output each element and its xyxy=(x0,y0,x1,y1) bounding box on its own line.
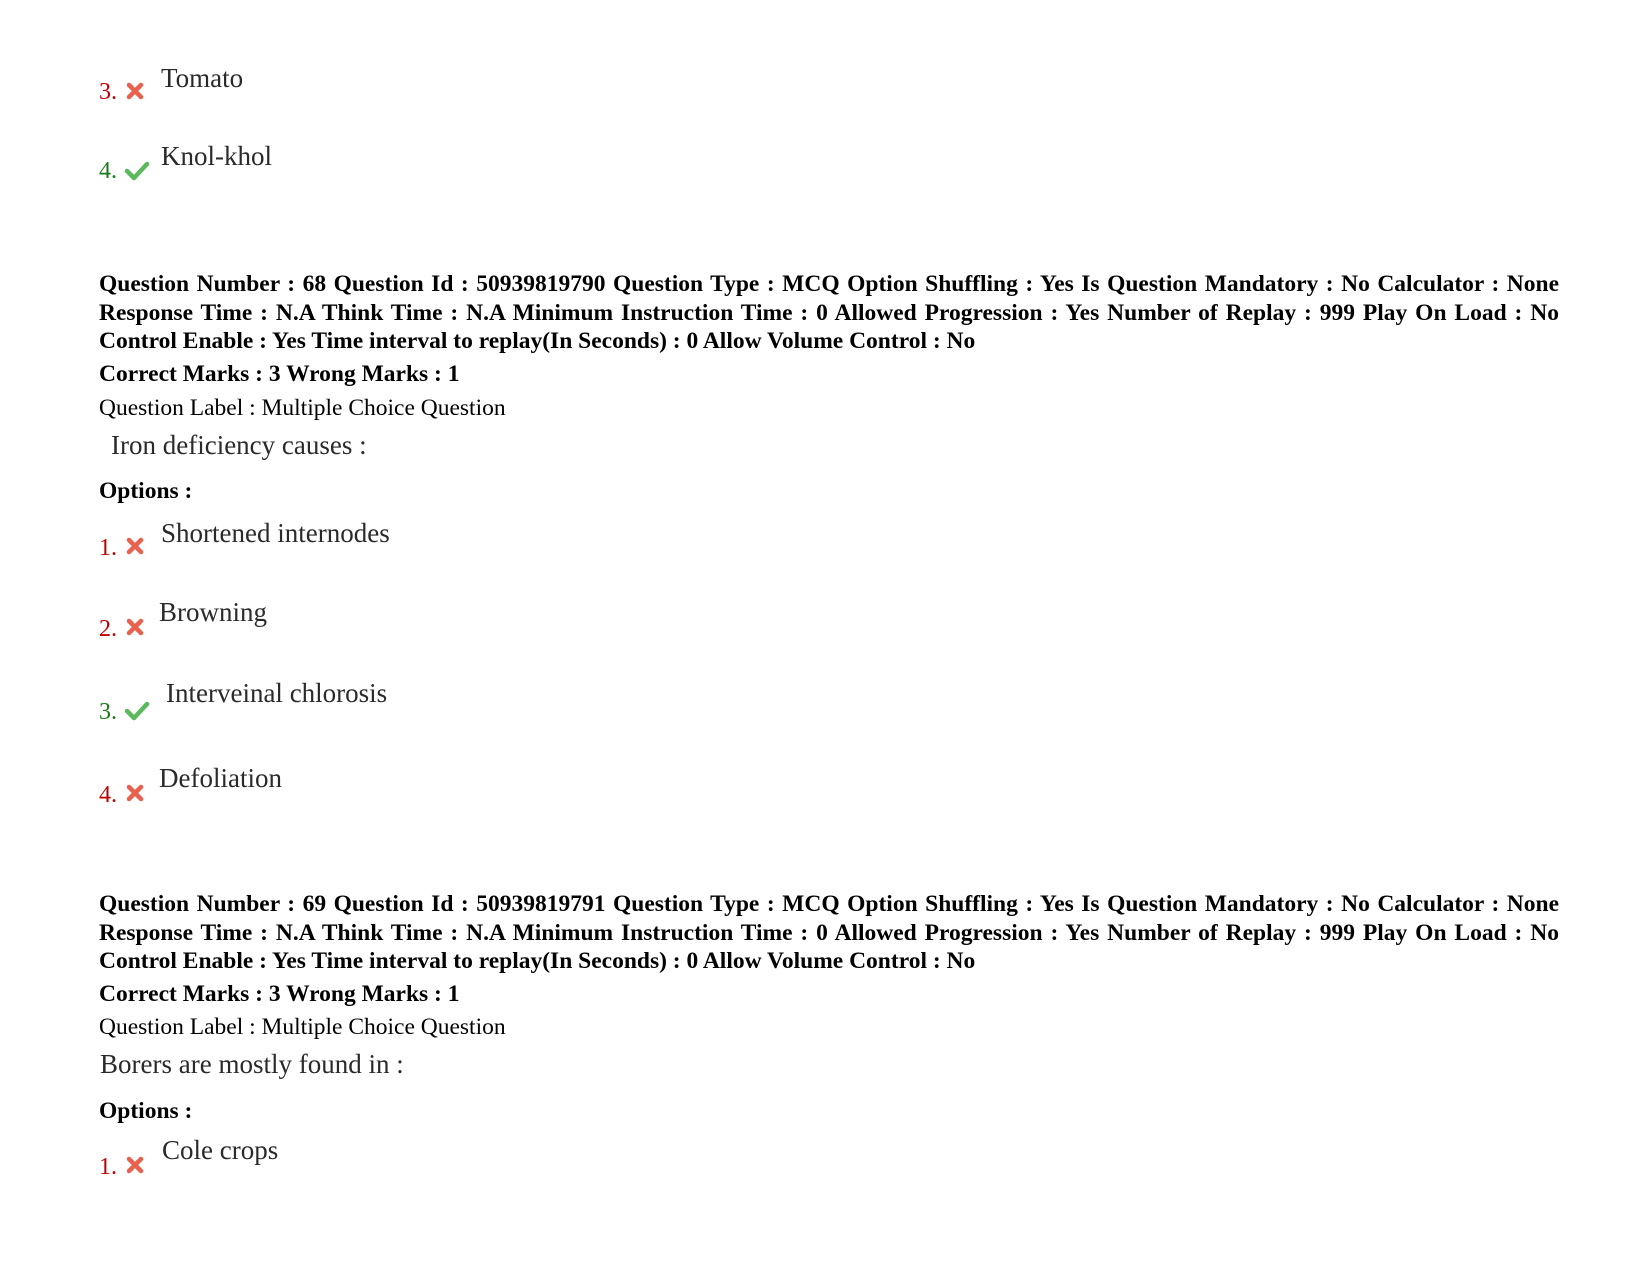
question-text: Borers are mostly found in : xyxy=(100,1049,404,1079)
question-meta: Question Number : 69 Question Id : 50939819791 Question Type : MCQ Option Shuffling : Yes Is Question Mandatory : No Calculator : None Response Time : N.A Think Time : N.A Minimum Instruction Time : 0 Allowed Progression : Yes Number of Replay : 999 Play On Load : No Control Enable : Yes Time interval to replay(In Seconds) : 0 Allow Volume Control : No xyxy=(99,891,1559,974)
question-marks: Correct Marks : 3 Wrong Marks : 1 xyxy=(99,361,460,387)
question-marks: Correct Marks : 3 Wrong Marks : 1 xyxy=(99,981,460,1007)
option-number: 2. xyxy=(99,616,117,642)
question-label: Question Label : Multiple Choice Question xyxy=(99,1014,506,1040)
option-number: 3. xyxy=(99,699,117,725)
option-text: Knol-khol xyxy=(161,141,272,171)
option-number: 1. xyxy=(99,535,117,561)
option-number: 4. xyxy=(99,158,117,184)
option-text: Browning xyxy=(159,597,267,627)
cross-icon xyxy=(124,616,146,638)
check-icon xyxy=(124,159,150,181)
cross-icon xyxy=(124,535,146,557)
option-text: Shortened internodes xyxy=(161,518,390,548)
option-number: 4. xyxy=(99,782,117,808)
cross-icon xyxy=(124,80,146,102)
option-text: Interveinal chlorosis xyxy=(166,678,388,708)
question-text: Iron deficiency causes : xyxy=(111,430,367,460)
question-meta: Question Number : 68 Question Id : 50939819790 Question Type : MCQ Option Shuffling : Yes Is Question Mandatory : No Calculator : None Response Time : N.A Think Time : N.A Minimum Instruction Time : 0 Allowed Progression : Yes Number of Replay : 999 Play On Load : No Control Enable : Yes Time interval to replay(In Seconds) : 0 Allow Volume Control : No xyxy=(99,271,1559,354)
cross-icon xyxy=(124,1154,146,1176)
question-label: Question Label : Multiple Choice Question xyxy=(99,395,506,421)
options-heading: Options : xyxy=(99,1098,193,1124)
options-heading: Options : xyxy=(99,478,193,504)
option-number: 1. xyxy=(99,1154,117,1180)
cross-icon xyxy=(124,782,146,804)
check-icon xyxy=(124,699,150,721)
option-text: Tomato xyxy=(161,63,244,93)
option-number: 3. xyxy=(99,79,117,105)
option-text: Cole crops xyxy=(162,1135,279,1165)
option-text: Defoliation xyxy=(159,763,282,793)
